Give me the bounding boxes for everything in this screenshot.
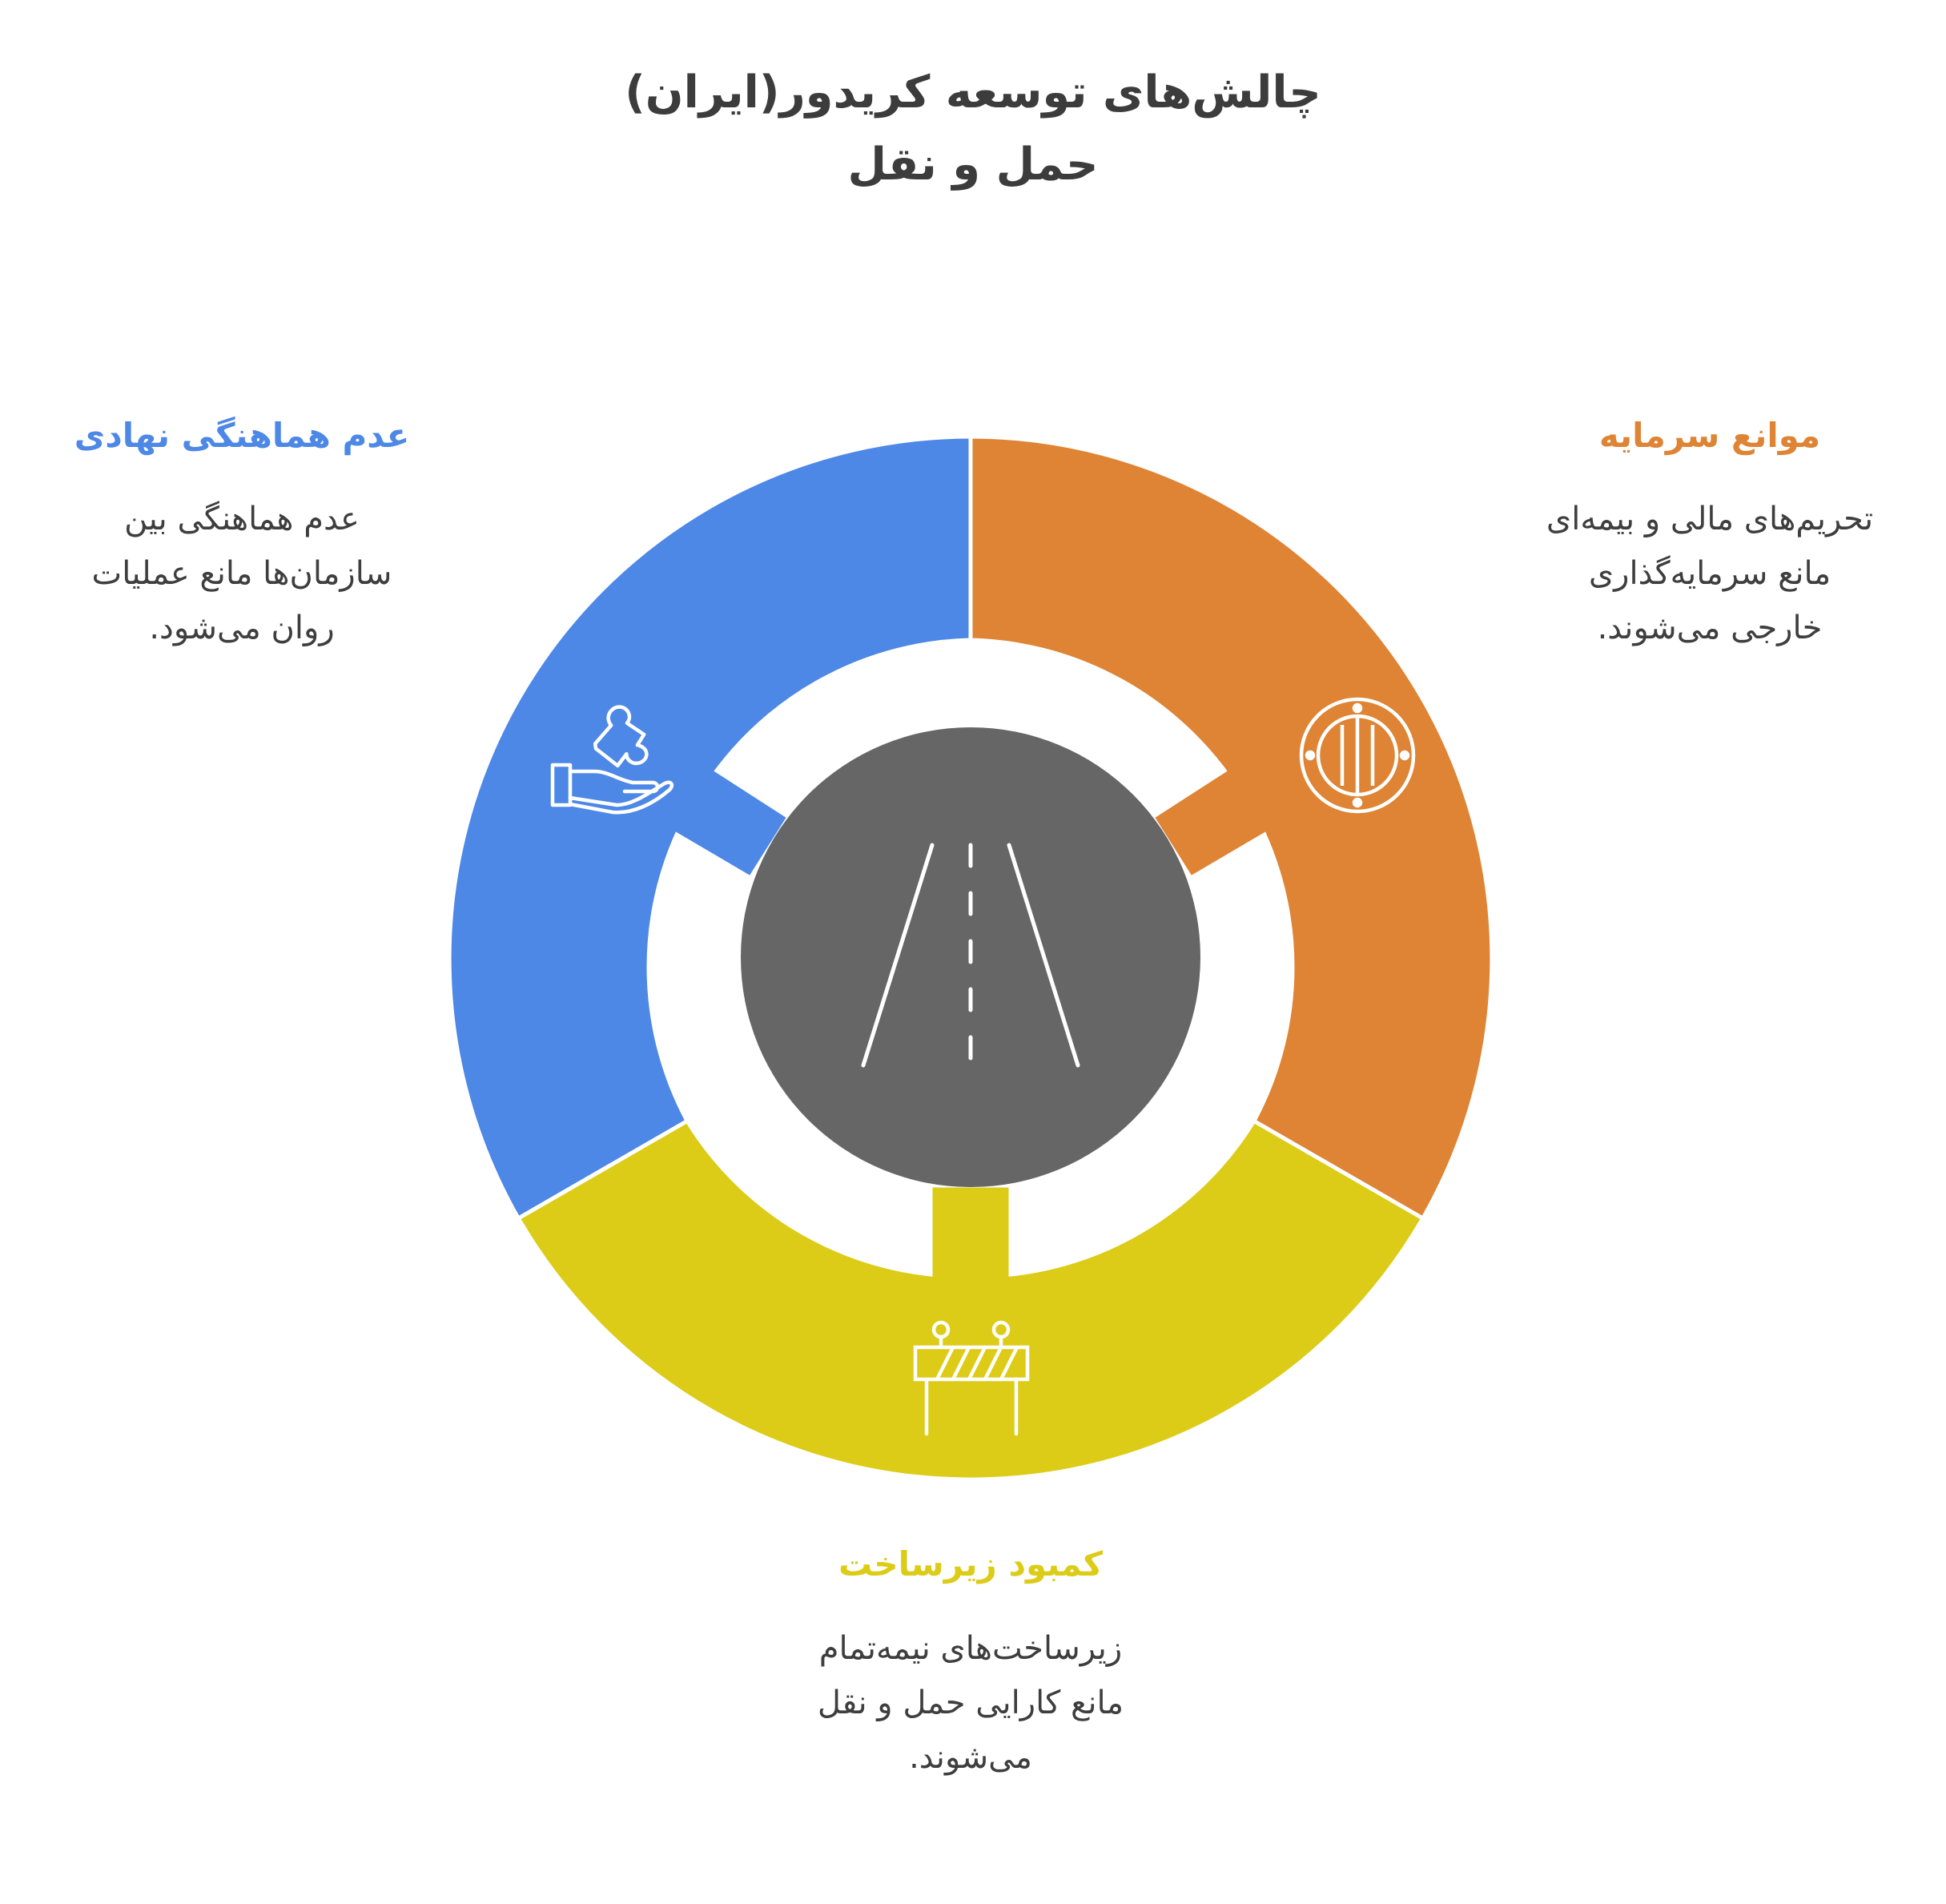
description-line: می‌شوند. (909, 1739, 1032, 1776)
description-line: خارجی می‌شوند. (1597, 610, 1823, 646)
segment-description-infrastructure (746, 1621, 1195, 1785)
description-line: زیرساخت‌های نیمه‌تمام (818, 1630, 1123, 1667)
description-line: مانع کارایی حمل و نقل (817, 1685, 1124, 1721)
barrel-icon (1301, 699, 1413, 811)
description-line: مانع سرمایه‌گذاری (1588, 555, 1831, 592)
description-line: عدم هماهنگی بین (124, 501, 360, 537)
diagram-title-line-2: حمل و نقل (847, 139, 1099, 191)
segment-title-investment: موانع سرمایه (1598, 416, 1821, 455)
segment-title-institutional: عدم هماهنگی نهادی (74, 416, 410, 455)
diagram-title-line-1: چالش‌های توسعه کریدور(ایران) (625, 66, 1321, 119)
description-line: سازمان‌ها مانع عملیات (91, 555, 392, 592)
center-hub (741, 727, 1200, 1187)
segment-description-investment (1486, 492, 1934, 655)
description-line: روان می‌شود. (149, 610, 335, 646)
description-line: تحریم‌های مالی و بیمه‌ای (1546, 501, 1874, 537)
segment-title-infrastructure: کمبود زیرساخت (838, 1544, 1104, 1584)
segment-description-institutional (18, 492, 466, 655)
